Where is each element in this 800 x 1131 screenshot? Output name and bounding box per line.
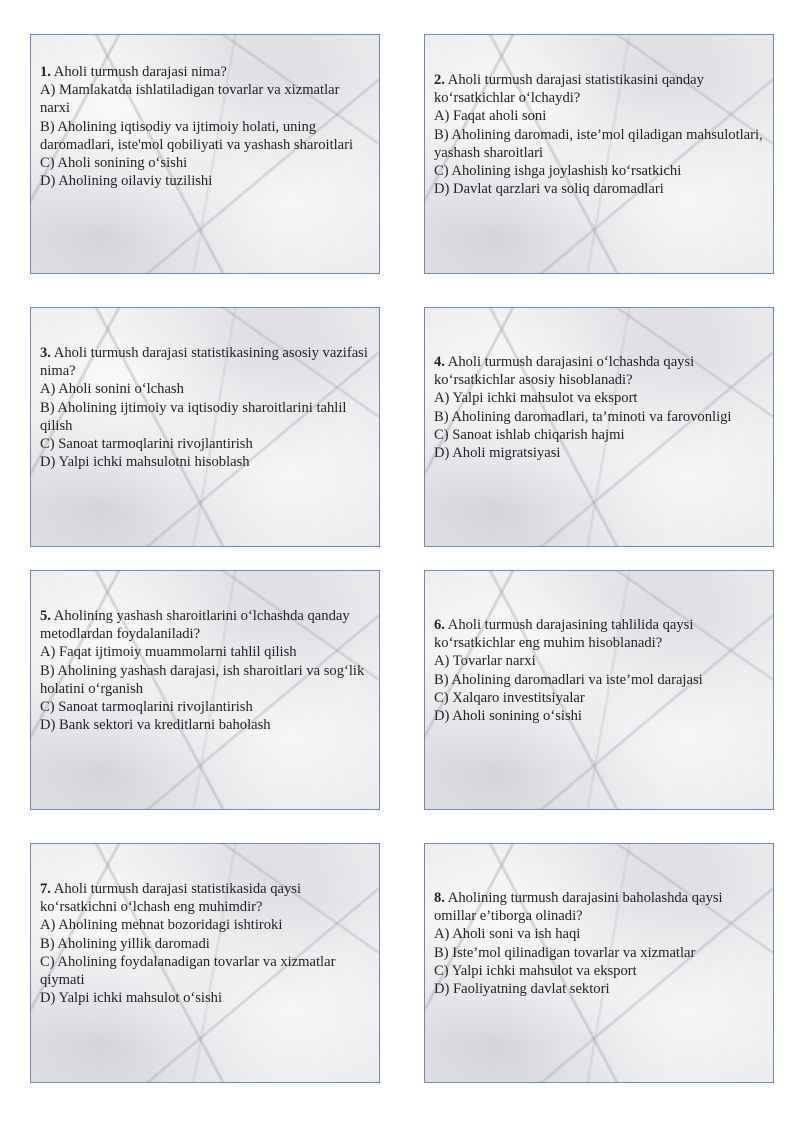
question-text-block xyxy=(434,71,767,198)
option-c: C) Xalqaro investitsiyalar xyxy=(434,689,585,706)
option-d: D) Yalpi ichki mahsulot oʻsishi xyxy=(40,990,223,1007)
option-d: D) Aholi sonining oʻsishi xyxy=(434,708,582,725)
option-d: D) Bank sektori va kreditlarni baholash xyxy=(40,717,271,734)
question-number: 5. xyxy=(40,608,51,624)
question-stem xyxy=(40,880,373,916)
option-d: D) Faoliyatning davlat sektori xyxy=(434,981,610,998)
option-b: B) Aholining daromadlari va iste’mol darajasi xyxy=(434,671,703,688)
option-d: D) Aholining oilaviy tuzilishi xyxy=(40,173,213,190)
question-text-block xyxy=(434,889,767,998)
option-c: C) Aholining ishga joylashish koʻrsatkichi xyxy=(434,163,682,180)
question-text: Aholi turmush darajasi statistikasini qanday koʻrsatkichlar oʻlchaydi? xyxy=(434,72,704,107)
question-text-block xyxy=(40,880,373,1007)
question-card-6 xyxy=(424,570,774,810)
question-text-block xyxy=(434,616,767,725)
question-number: 6. xyxy=(434,617,445,633)
option-b: B) Aholining yillik daromadi xyxy=(40,935,210,952)
question-text-block xyxy=(40,344,373,471)
question-text-block xyxy=(40,63,373,190)
option-a: A) Aholi soni va ish haqi xyxy=(434,926,581,943)
question-text-block xyxy=(434,353,767,462)
option-b: B) Aholining daromadi, iste’mol qiladigan mahsulotlari, yashash sharoitlari xyxy=(434,126,763,161)
question-stem xyxy=(40,344,373,380)
question-card-2 xyxy=(424,34,774,274)
question-stem xyxy=(40,63,373,81)
option-b: B) Aholining yashash darajasi, ish sharoitlari va sogʻlik holatini oʻrganish xyxy=(40,662,365,697)
option-a: A) Yalpi ichki mahsulot va eksport xyxy=(434,390,638,407)
question-number: 4. xyxy=(434,354,445,370)
option-d: D) Aholi migratsiyasi xyxy=(434,445,561,462)
option-b: B) Aholining daromadlari, ta’minoti va farovonligi xyxy=(434,408,732,425)
question-stem xyxy=(434,353,767,389)
option-d: D) Yalpi ichki mahsulotni hisoblash xyxy=(40,454,250,471)
question-stem xyxy=(434,71,767,107)
question-text: Aholi turmush darajasining tahlilida qaysi koʻrsatkichlar eng muhim hisoblanadi? xyxy=(434,617,694,652)
question-number: 7. xyxy=(40,881,51,897)
question-number: 1. xyxy=(40,64,51,80)
question-card-5 xyxy=(30,570,380,810)
option-a: A) Aholi sonini oʻlchash xyxy=(40,381,184,398)
question-text: Aholi turmush darajasi statistikasida qaysi koʻrsatkichni oʻlchash eng muhimdir? xyxy=(40,881,302,916)
option-c: C) Sanoat tarmoqlarini rivojlantirish xyxy=(40,699,253,716)
option-c: C) Sanoat ishlab chiqarish hajmi xyxy=(434,426,625,443)
question-card-4 xyxy=(424,307,774,547)
question-number: 2. xyxy=(434,72,445,88)
question-text: Aholi turmush darajasi statistikasining asosiy vazifasi nima? xyxy=(40,345,368,380)
option-c: C) Sanoat tarmoqlarini rivojlantirish xyxy=(40,436,253,453)
option-a: A) Tovarlar narxi xyxy=(434,653,536,670)
option-a: A) Faqat ijtimoiy muammolarni tahlil qilish xyxy=(40,644,297,661)
question-text: Aholi turmush darajasi nima? xyxy=(53,64,227,80)
option-c: C) Aholining foydalanadigan tovarlar va xizmatlar qiymati xyxy=(40,953,336,989)
option-a: A) Aholining mehnat bozoridagi ishtiroki xyxy=(40,917,283,934)
option-a: A) Mamlakatda ishlatiladigan tovarlar va xizmatlar narxi xyxy=(40,82,340,117)
question-stem xyxy=(40,607,373,643)
option-d: D) Davlat qarzlari va soliq daromadlari xyxy=(434,181,664,198)
question-card-3 xyxy=(30,307,380,547)
option-a: A) Faqat aholi soni xyxy=(434,108,547,125)
question-number: 8. xyxy=(434,890,445,906)
question-card-8 xyxy=(424,843,774,1083)
option-b: B) Aholining iqtisodiy va ijtimoiy holati, uning daromadlari, iste'mol qobiliyati va yashash sharoitlari xyxy=(40,118,354,153)
question-card-7 xyxy=(30,843,380,1083)
question-card-1 xyxy=(30,34,380,274)
question-stem xyxy=(434,616,767,652)
question-text: Aholi turmush darajasini oʻlchashda qaysi koʻrsatkichlar asosiy hisoblanadi? xyxy=(434,354,695,389)
question-number: 3. xyxy=(40,345,51,361)
question-stem xyxy=(434,889,767,925)
option-c: C) Yalpi ichki mahsulot va eksport xyxy=(434,962,637,979)
option-b: B) Aholining ijtimoiy va iqtisodiy sharoitlarini tahlil qilish xyxy=(40,399,347,434)
option-c: C) Aholi sonining oʻsishi xyxy=(40,155,188,172)
question-text: Aholining yashash sharoitlarini oʻlchashda qanday metodlardan foydalaniladi? xyxy=(40,608,350,643)
option-b: B) Iste’mol qilinadigan tovarlar va xizmatlar xyxy=(434,944,696,961)
question-text: Aholining turmush darajasini baholashda qaysi omillar e’tiborga olinadi? xyxy=(434,890,723,925)
question-text-block xyxy=(40,607,373,734)
